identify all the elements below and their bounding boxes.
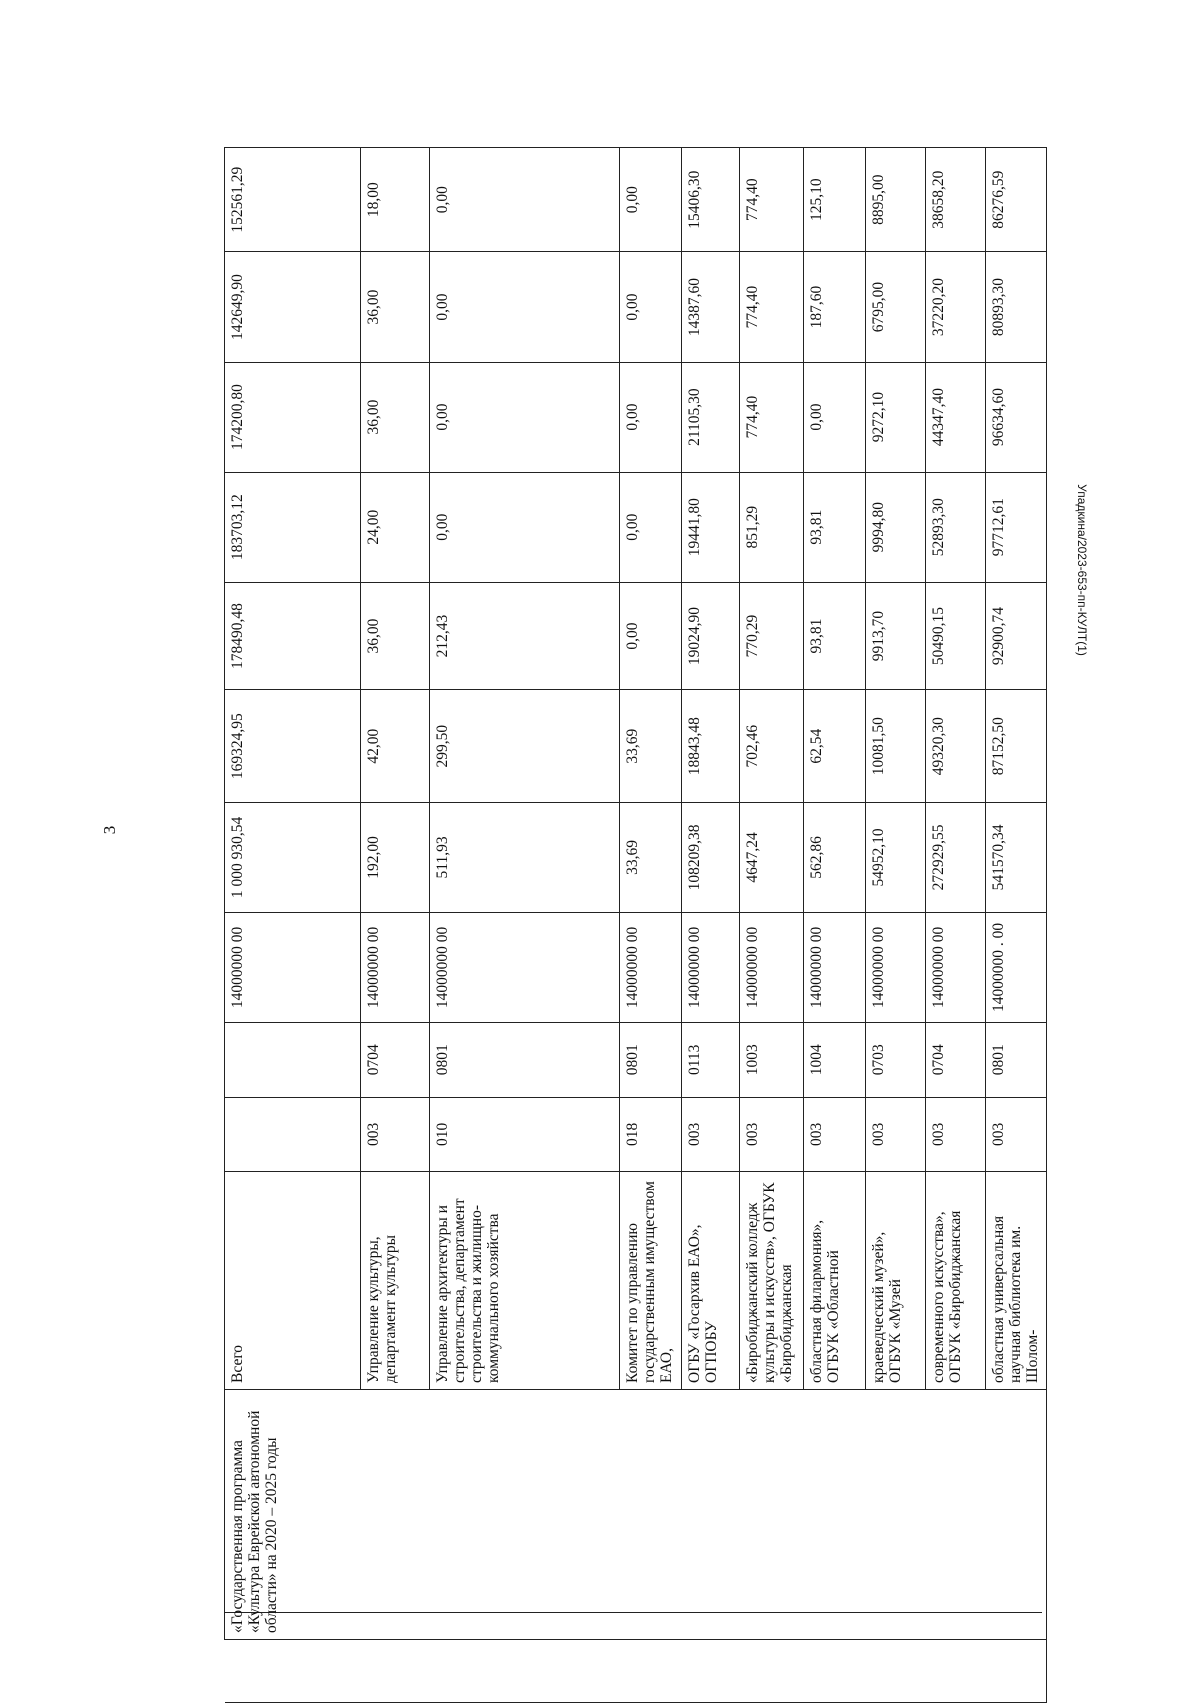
csr-cell: 14000000 . 00 xyxy=(986,912,1047,1022)
year-cell: 93,81 xyxy=(804,582,866,690)
rz-cell xyxy=(225,1023,361,1098)
csr-cell: 14000000 00 xyxy=(926,912,986,1022)
year-cell: 770,29 xyxy=(740,582,804,690)
year-cell: 183703,12 xyxy=(225,472,361,582)
year-cell: 50490,15 xyxy=(926,582,986,690)
year-cell: 92900,74 xyxy=(986,582,1047,690)
year-cell: 62,54 xyxy=(804,690,866,802)
total-cell: 272929,55 xyxy=(926,802,986,912)
total-cell: 54952,10 xyxy=(866,802,926,912)
year-cell: 152561,29 xyxy=(225,148,361,252)
year-cell: 15406,30 xyxy=(682,148,740,252)
year-cell: 0,00 xyxy=(430,148,620,252)
csr-cell: 14000000 00 xyxy=(866,912,926,1022)
executor-cell: областная филармония», ОГБУК «Областной xyxy=(804,1172,866,1390)
executor-cell: современного искусства», ОГБУК «Биробиджанская xyxy=(926,1172,986,1390)
year-cell: 174200,80 xyxy=(225,362,361,472)
executor-cell: Всего xyxy=(225,1172,361,1390)
year-cell: 18,00 xyxy=(361,148,430,252)
page-number: 3 xyxy=(100,825,119,835)
total-cell: 511,93 xyxy=(430,802,620,912)
year-cell: 36,00 xyxy=(361,582,430,690)
year-cell: 142649,90 xyxy=(225,252,361,362)
year-cell: 52893,30 xyxy=(926,472,986,582)
year-cell: 36,00 xyxy=(361,362,430,472)
year-cell: 9994,80 xyxy=(866,472,926,582)
grbs-cell: 003 xyxy=(866,1097,926,1172)
year-cell: 24,00 xyxy=(361,472,430,582)
year-cell: 49320,30 xyxy=(926,690,986,802)
year-cell: 0,00 xyxy=(620,582,682,690)
year-cell: 86276,59 xyxy=(986,148,1047,252)
total-cell: 33,69 xyxy=(620,802,682,912)
budget-table-rotated xyxy=(224,147,1046,1703)
year-cell: 8895,00 xyxy=(866,148,926,252)
total-cell: 4647,24 xyxy=(740,802,804,912)
year-cell: 18843,48 xyxy=(682,690,740,802)
year-cell: 0,00 xyxy=(620,362,682,472)
year-cell: 6795,00 xyxy=(866,252,926,362)
total-cell: 108209,38 xyxy=(682,802,740,912)
year-cell: 97712,61 xyxy=(986,472,1047,582)
rz-cell: 1004 xyxy=(804,1023,866,1098)
year-cell: 125,10 xyxy=(804,148,866,252)
csr-cell: 14000000 00 xyxy=(225,912,361,1022)
year-cell: 9272,10 xyxy=(866,362,926,472)
program-name-cell: «Государственная программа «Культура Еврейской автономной области» на 2020 – 2025 годы xyxy=(225,1389,1047,1639)
year-cell: 169324,95 xyxy=(225,690,361,802)
grbs-cell: 003 xyxy=(682,1097,740,1172)
rz-cell: 0704 xyxy=(361,1023,430,1098)
grbs-cell: 003 xyxy=(804,1097,866,1172)
grbs-cell xyxy=(225,1097,361,1172)
year-cell: 0,00 xyxy=(620,472,682,582)
year-cell: 851,29 xyxy=(740,472,804,582)
grbs-cell: 003 xyxy=(361,1097,430,1172)
grbs-cell: 003 xyxy=(986,1097,1047,1172)
year-cell: 10081,50 xyxy=(866,690,926,802)
total-cell: 562,86 xyxy=(804,802,866,912)
year-cell: 774,40 xyxy=(740,148,804,252)
year-cell: 36,00 xyxy=(361,252,430,362)
grbs-cell: 010 xyxy=(430,1097,620,1172)
year-cell: 9913,70 xyxy=(866,582,926,690)
year-cell: 702,46 xyxy=(740,690,804,802)
year-cell: 21105,30 xyxy=(682,362,740,472)
year-cell: 774,40 xyxy=(740,252,804,362)
rz-cell: 0801 xyxy=(986,1023,1047,1098)
executor-cell: ОГБУ «Госархив ЕАО», ОГПОБУ xyxy=(682,1172,740,1390)
year-cell: 774,40 xyxy=(740,362,804,472)
rz-cell: 0801 xyxy=(620,1023,682,1098)
rz-cell: 0801 xyxy=(430,1023,620,1098)
csr-cell: 14000000 00 xyxy=(804,912,866,1022)
blank-cell xyxy=(225,1639,1047,1702)
year-cell: 0,00 xyxy=(620,148,682,252)
year-cell: 212,43 xyxy=(430,582,620,690)
year-cell: 19024,90 xyxy=(682,582,740,690)
executor-cell: Комитет по управлению государственным имуществом ЕАО, xyxy=(620,1172,682,1390)
csr-cell: 14000000 00 xyxy=(682,912,740,1022)
executor-cell: краеведческий музей», ОГБУК «Музей xyxy=(866,1172,926,1390)
grbs-cell: 018 xyxy=(620,1097,682,1172)
rz-cell: 0704 xyxy=(926,1023,986,1098)
executor-cell: областная универсальная научная библиотека им. Шолом- xyxy=(986,1172,1047,1390)
grbs-cell: 003 xyxy=(740,1097,804,1172)
executor-cell: Управление культуры, департамент культуры xyxy=(361,1172,430,1390)
year-cell: 44347,40 xyxy=(926,362,986,472)
year-cell: 33,69 xyxy=(620,690,682,802)
executor-cell: Управление архитектуры и строительства, департамент строительства и жилищно-коммунального хозяйства xyxy=(430,1172,620,1390)
year-cell: 0,00 xyxy=(620,252,682,362)
rz-cell: 0703 xyxy=(866,1023,926,1098)
year-cell: 299,50 xyxy=(430,690,620,802)
executor-cell: «Биробиджанский колледж культуры и искусств», ОГБУК «Биробиджанская xyxy=(740,1172,804,1390)
rz-cell: 0113 xyxy=(682,1023,740,1098)
year-cell: 80893,30 xyxy=(986,252,1047,362)
year-cell: 14387,60 xyxy=(682,252,740,362)
year-cell: 37220,20 xyxy=(926,252,986,362)
csr-cell: 14000000 00 xyxy=(361,912,430,1022)
year-cell: 0,00 xyxy=(804,362,866,472)
document-code: Упадкина/2023-653-пп-КУЛТ(1) xyxy=(1075,484,1089,656)
grbs-cell: 003 xyxy=(926,1097,986,1172)
year-cell: 93,81 xyxy=(804,472,866,582)
year-cell: 42,00 xyxy=(361,690,430,802)
year-cell: 178490,48 xyxy=(225,582,361,690)
year-cell: 0,00 xyxy=(430,362,620,472)
csr-cell: 14000000 00 xyxy=(430,912,620,1022)
total-cell: 192,00 xyxy=(361,802,430,912)
table-row xyxy=(225,148,361,1703)
csr-cell: 14000000 00 xyxy=(620,912,682,1022)
csr-cell: 14000000 00 xyxy=(740,912,804,1022)
year-cell: 0,00 xyxy=(430,252,620,362)
total-cell: 1 000 930,54 xyxy=(225,802,361,912)
budget-table xyxy=(224,147,1047,1703)
rz-cell: 1003 xyxy=(740,1023,804,1098)
year-cell: 187,60 xyxy=(804,252,866,362)
year-cell: 19441,80 xyxy=(682,472,740,582)
year-cell: 0,00 xyxy=(430,472,620,582)
total-cell: 541570,34 xyxy=(986,802,1047,912)
year-cell: 87152,50 xyxy=(986,690,1047,802)
year-cell: 38658,20 xyxy=(926,148,986,252)
year-cell: 96634,60 xyxy=(986,362,1047,472)
